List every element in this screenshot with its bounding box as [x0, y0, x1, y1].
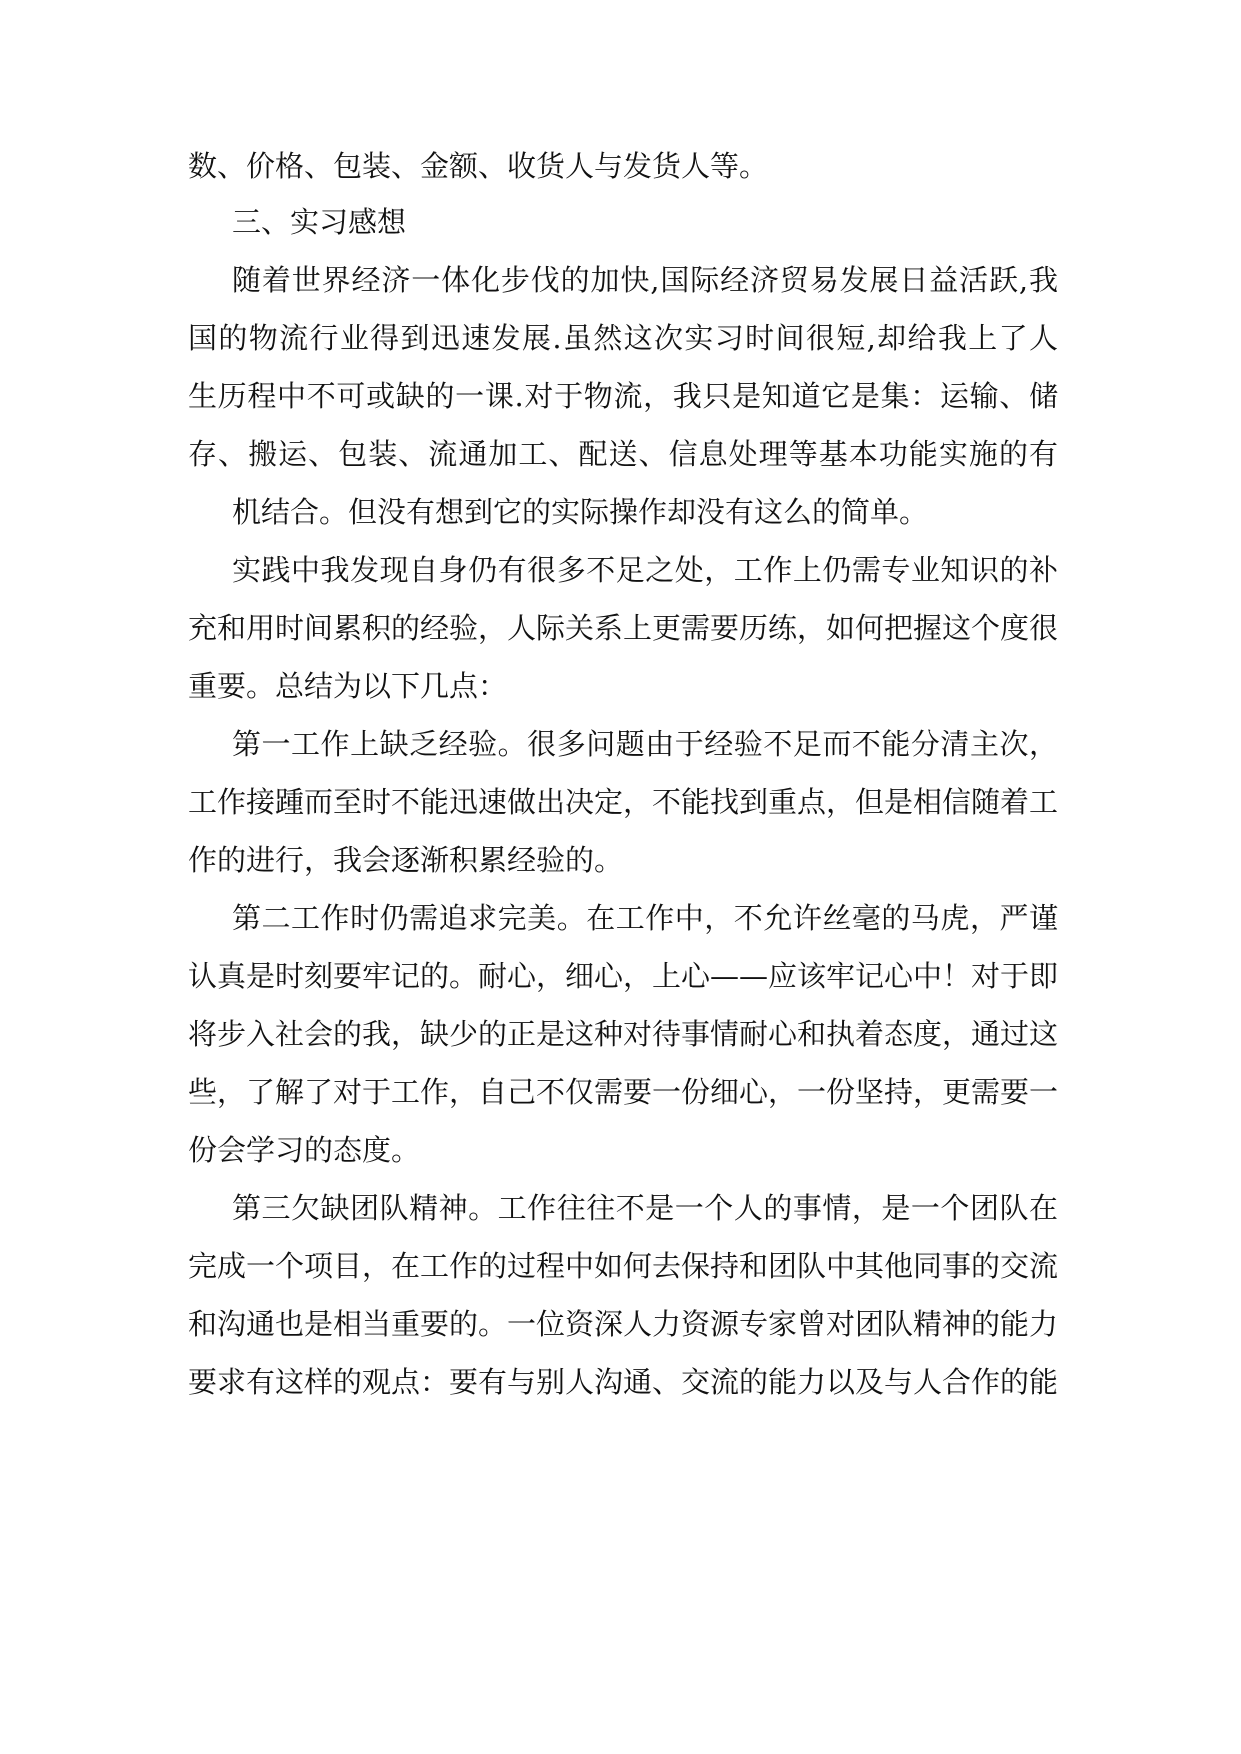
- text-line-12: 工作接踵而至时不能迅速做出决定，不能找到重点，但是相信随着工: [188, 785, 1059, 819]
- text-line-6: 存、搬运、包装、流通加工、配送、信息处理等基本功能实施的有: [188, 437, 1058, 471]
- text-line-21: 和沟通也是相当重要的。一位资深人力资源专家曾对团队精神的能力: [188, 1307, 1059, 1341]
- text-line-20: 完成一个项目，在工作的过程中如何去保持和团队中其他同事的交流: [188, 1249, 1059, 1283]
- text-line-1: 数、价格、包装、金额、收货人与发货人等。: [188, 149, 769, 183]
- text-line-11: 第一工作上缺乏经验。很多问题由于经验不足而不能分清主次，: [232, 727, 1058, 761]
- text-line-7: 机结合。但没有想到它的实际操作却没有这么的简单。: [232, 495, 929, 529]
- text-line-13: 作的进行，我会逐渐积累经验的。: [188, 843, 624, 877]
- text-line-10: 重要。总结为以下几点：: [188, 669, 508, 703]
- text-line-9: 充和用时间累积的经验，人际关系上更需要历练，如何把握这个度很: [188, 611, 1059, 645]
- text-line-19: 第三欠缺团队精神。工作往往不是一个人的事情，是一个团队在: [232, 1191, 1058, 1225]
- text-line-14: 第二工作时仍需追求完美。在工作中，不允许丝毫的马虎，严谨: [232, 901, 1058, 935]
- text-line-16: 将步入社会的我，缺少的正是这种对待事情耐心和执着态度，通过这: [188, 1017, 1059, 1051]
- text-line-3: 随着世界经济一体化步伐的加快,国际经济贸易发展日益活跃,我: [232, 263, 1058, 297]
- text-line-4: 国的物流行业得到迅速发展.虽然这次实习时间很短,却给我上了人: [188, 321, 1058, 355]
- text-line-17: 些，了解了对于工作，自己不仅需要一份细心，一份坚持，更需要一: [188, 1075, 1059, 1109]
- text-line-15: 认真是时刻要牢记的。耐心，细心，上心——应该牢记心中！对于即: [188, 959, 1059, 993]
- text-line-22: 要求有这样的观点：要有与别人沟通、交流的能力以及与人合作的能: [188, 1365, 1059, 1399]
- section-heading: 三、实习感想: [232, 205, 407, 239]
- text-line-18: 份会学习的态度。: [188, 1133, 421, 1167]
- text-line-5: 生历程中不可或缺的一课.对于物流，我只是知道它是集：运输、储: [188, 379, 1058, 413]
- text-line-8: 实践中我发现自身仍有很多不足之处，工作上仍需专业知识的补: [232, 553, 1058, 587]
